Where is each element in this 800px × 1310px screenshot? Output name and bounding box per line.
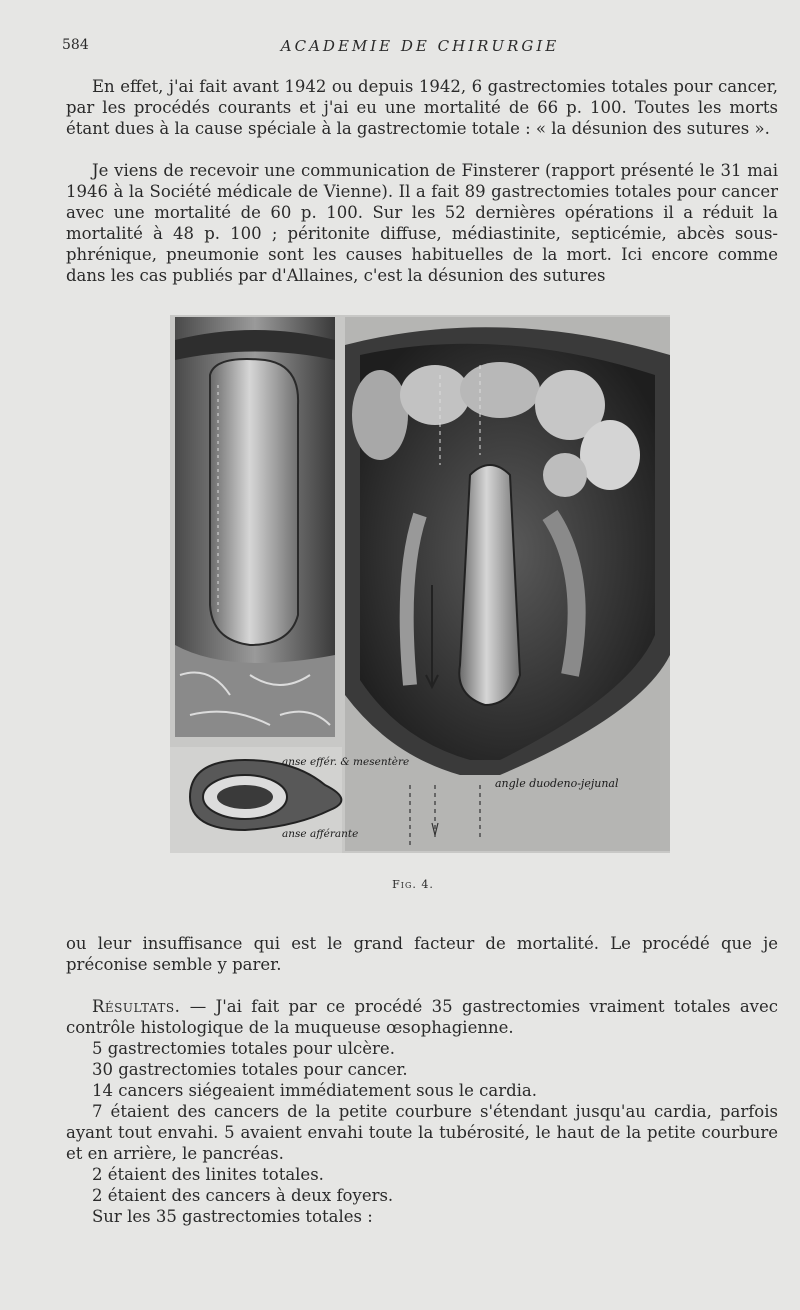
figure-caption: Fig. 4.	[392, 878, 434, 891]
paragraph-finsterer: Je viens de recevoir une communication de Finsterer (rapport présenté le 31 mai 1946 à la Société médicale de Vienne). Il a fait 89 gastrectomies totales pour cancer avec une mortalité de 60 p. 100. Sur les 52 dernières opérations il a réduit la mortalité à 48 p. 100 ; péritonite diffuse, médiastinite, septicémie, abcès sous-phrénique, pneumonie sont les causes habituelles de la mort. Ici encore comme dans les cas publiés par d'Allaines, c'est la désunion des sutures	[66, 161, 778, 285]
result-line-linites: 2 étaient des linites totales.	[92, 1165, 324, 1184]
figure-drawing	[170, 315, 670, 853]
label-angle: angle duodeno-jejunal	[495, 777, 619, 790]
result-line-deux-foyers: 2 étaient des cancers à deux foyers.	[92, 1186, 394, 1205]
page-header	[0, 37, 800, 57]
result-line-ulcer: 5 gastrectomies totales pour ulcère.	[92, 1039, 395, 1058]
running-title: ACADEMIE DE CHIRURGIE	[280, 37, 560, 55]
result-line-cardia: 14 cancers siégeaient immédiatement sous le cardia.	[92, 1081, 538, 1100]
result-line-petite-courbure: 7 étaient des cancers de la petite courbure s'étendant jusqu'au cardia, parfois ayant tout envahi. 5 avaient envahi toute la tubérosité, le haut de la petite courbure et en arrière, le pancréas.	[66, 1102, 778, 1163]
left-panel	[175, 317, 335, 737]
paragraph-results	[66, 996, 778, 1038]
right-panel	[345, 317, 670, 851]
result-line-summary: Sur les 35 gastrectomies totales :	[92, 1207, 373, 1226]
label-anse-efferente: anse effér. & mesentère	[282, 756, 410, 768]
paragraph-continuation: ou leur insuffisance qui est le grand facteur de mortalité. Le procédé que je préconise semble y parer.	[66, 934, 778, 974]
surgical-illustration	[170, 315, 670, 853]
paragraph-mortality: En effet, j'ai fait avant 1942 ou depuis 1942, 6 gastrectomies totales pour cancer, par les procédés courants et j'ai eu une mortalité de 66 p. 100. Toutes les morts étant dues à la cause spéciale à la gastrectomie totale : « la désunion des sutures ».	[66, 77, 778, 138]
result-line-cancer: 30 gastrectomies totales pour cancer.	[92, 1060, 408, 1079]
results-heading: Résultats.	[92, 997, 181, 1016]
results-intro: — J'ai fait par ce procédé 35 gastrectomies vraiment totales avec contrôle histologique de la muqueuse œsophagienne.	[66, 997, 778, 1037]
label-anse-afferente: anse afférante	[282, 828, 359, 840]
page-number: 584	[62, 37, 89, 53]
